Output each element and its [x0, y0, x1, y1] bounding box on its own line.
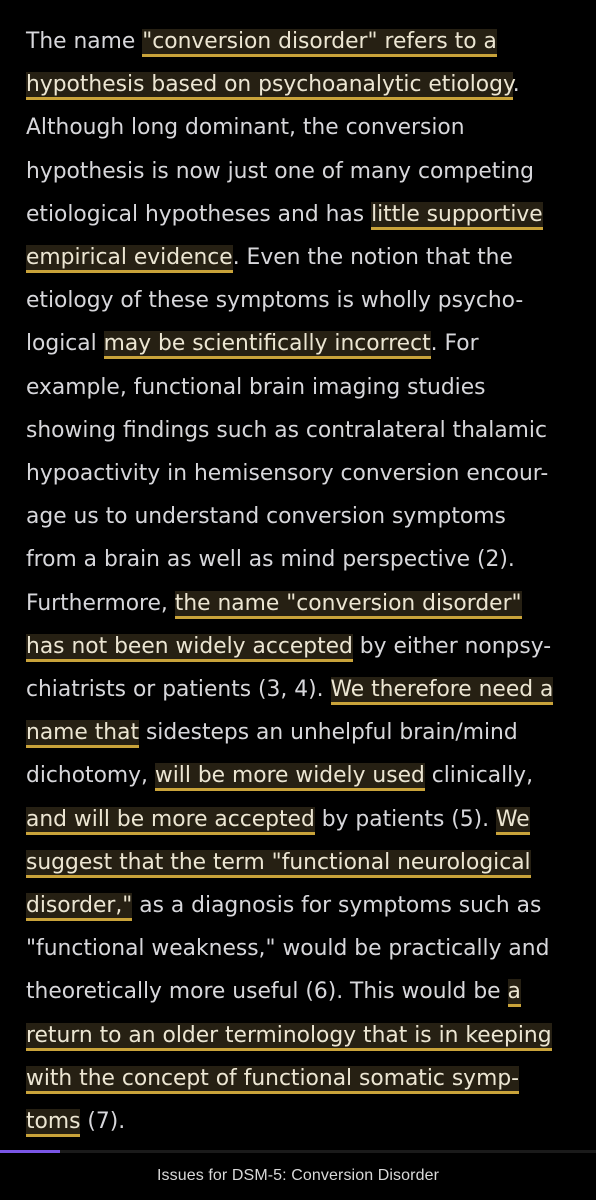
highlighted-text[interactable]: We [496, 807, 530, 835]
highlighted-text[interactable]: We therefore need a [331, 677, 554, 705]
text-line [26, 112, 465, 144]
body-text: "functional weakness," would be practically and [26, 936, 550, 962]
text-line [26, 415, 547, 447]
body-text: Furthermore, [26, 590, 175, 616]
highlighted-text[interactable]: with the concept of functional somatic symp- [26, 1066, 519, 1094]
body-text: theoretically more useful (6). This would be [26, 979, 508, 1005]
body-text: dichotomy, [26, 763, 155, 789]
body-text: (7). [80, 1109, 126, 1134]
text-line [26, 631, 551, 663]
text-line [26, 544, 515, 576]
body-text: from a brain as well as mind perspective (2). [26, 547, 515, 573]
text-line [26, 1020, 552, 1052]
body-text: . Even the notion that the [232, 245, 513, 270]
text-line [26, 588, 522, 620]
highlighted-text[interactable]: a [508, 979, 521, 1007]
body-text: sidesteps an unhelpful brain/mind [139, 720, 518, 746]
body-text: etiology of these symptoms is wholly psycho- [26, 288, 524, 314]
highlighted-text[interactable]: disorder," [26, 893, 132, 921]
text-line [26, 242, 513, 274]
body-text: logical [26, 331, 104, 357]
text-line [26, 1106, 125, 1138]
reading-progress-bar [0, 1150, 596, 1153]
text-line [26, 458, 548, 490]
highlighted-text[interactable]: hypothesis based on psychoanalytic etiology [26, 72, 513, 100]
highlighted-text[interactable]: suggest that the term "functional neurological [26, 850, 531, 878]
text-line [26, 285, 523, 317]
text-line [26, 1063, 519, 1095]
body-text: as a diagnosis for symptoms such as [132, 893, 542, 918]
body-text: The name [26, 29, 143, 54]
highlighted-text[interactable]: will be more widely used [155, 763, 425, 791]
highlighted-text[interactable]: and will be more accepted [26, 807, 315, 835]
highlighted-text[interactable]: the name "conversion disorder" [175, 591, 522, 619]
body-text: hypothesis is now just one of many competing [26, 158, 535, 184]
footer-bar[interactable] [0, 1156, 596, 1200]
body-text: by patients (5). [314, 806, 496, 832]
highlighted-text[interactable]: toms [26, 1109, 80, 1137]
body-text: clinically, [424, 763, 534, 789]
text-line [26, 976, 521, 1008]
text-line [26, 199, 543, 231]
text-line [26, 372, 486, 404]
highlighted-text[interactable]: "conversion disorder" refers to a [142, 29, 497, 57]
text-line [26, 156, 534, 188]
text-line [26, 933, 549, 965]
body-text: Although long dominant, the conversion [26, 115, 465, 141]
highlighted-text[interactable]: little supportive [371, 202, 543, 230]
body-text: hypoactivity in hemisensory conversion encour- [26, 461, 549, 486]
text-line [26, 890, 541, 922]
text-line [26, 328, 479, 360]
text-line [26, 674, 553, 706]
body-text: . For [430, 331, 479, 357]
body-text: by either nonpsy- [352, 633, 552, 659]
highlighted-text[interactable]: return to an older terminology that is in keeping [26, 1023, 552, 1051]
highlighted-text[interactable]: has not been widely accepted [26, 634, 353, 662]
body-text: example, functional brain imaging studies [26, 374, 486, 400]
body-text: age us to understand conversion symptoms [26, 504, 506, 530]
highlighted-text[interactable]: name that [26, 720, 139, 748]
text-line [26, 847, 531, 879]
highlighted-text[interactable]: empirical evidence [26, 245, 233, 273]
body-text: . [512, 72, 520, 98]
text-line [26, 717, 518, 749]
article-title[interactable]: Issues for DSM-5: Conversion Disorder [156, 1167, 439, 1184]
body-text: etiological hypotheses and has [26, 201, 372, 227]
body-text: showing findings such as contralateral thalamic [26, 417, 547, 443]
text-line [26, 501, 506, 533]
text-line [26, 804, 530, 836]
text-line [26, 760, 533, 792]
text-line [26, 26, 497, 58]
body-text: chiatrists or patients (3, 4). [26, 677, 331, 702]
highlighted-text[interactable]: may be scientifically incorrect [104, 331, 431, 359]
reading-progress-fill [0, 1150, 60, 1153]
text-line [26, 69, 520, 101]
